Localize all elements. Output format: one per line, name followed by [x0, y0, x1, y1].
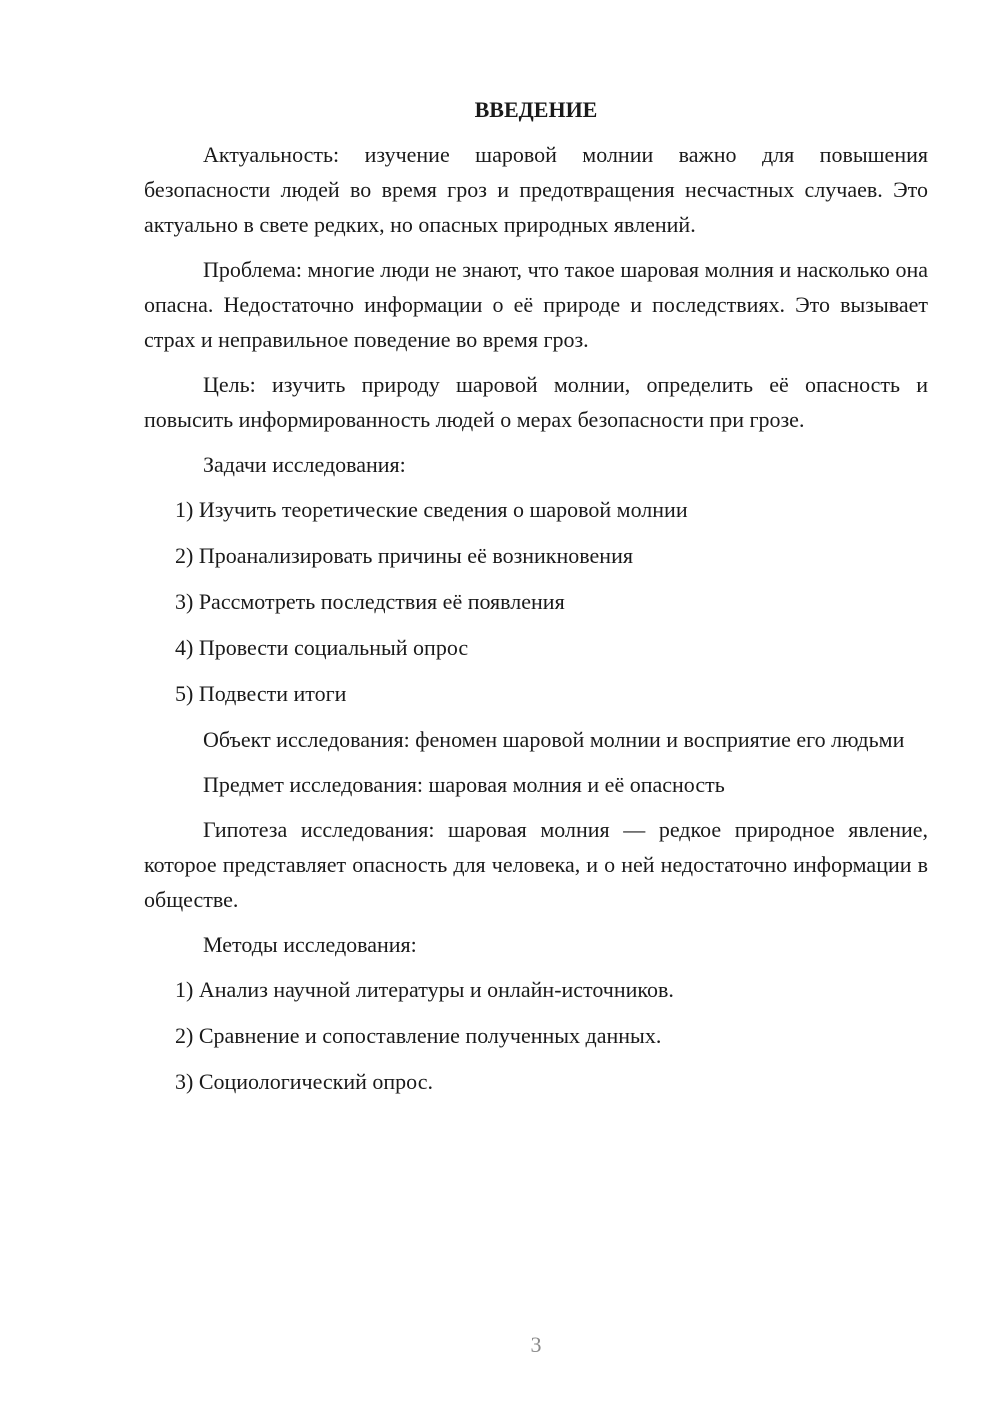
page-number: 3 — [530, 1332, 542, 1357]
tasks-list — [144, 492, 928, 711]
methods-list — [144, 972, 928, 1099]
tasks-label: Задачи исследования: — [203, 452, 406, 477]
problem-paragraph: Проблема: многие люди не знают, что такое шаровая молния и насколько она опасна. Недостаточно информации о её природе и последствиях. Это вызывает страх и неправильное поведение во время гроз. — [144, 257, 928, 352]
goal-paragraph: Цель: изучить природу шаровой молнии, определить её опасность и повысить информированность людей о мерах безопасности при грозе. — [144, 372, 928, 432]
subject-paragraph: Предмет исследования: шаровая молния и её опасность — [203, 772, 725, 797]
list-item: 2) Проанализировать причины её возникновения — [175, 543, 633, 568]
list-item: 2) Сравнение и сопоставление полученных данных. — [175, 1023, 662, 1048]
list-item: 5) Подвести итоги — [175, 681, 347, 706]
list-item: 1) Изучить теоретические сведения о шаровой молнии — [175, 497, 688, 522]
object-paragraph: Объект исследования: феномен шаровой молнии и восприятие его людьми — [203, 727, 905, 752]
list-item: 1) Анализ научной литературы и онлайн-источников. — [175, 977, 674, 1002]
document-page — [144, 92, 928, 1110]
list-item: 4) Провести социальный опрос — [175, 635, 469, 660]
relevance-paragraph: Актуальность: изучение шаровой молнии важно для повышения безопасности людей во время гроз и предотвращения несчастных случаев. Это актуально в свете редких, но опасных природных явлений. — [144, 142, 928, 237]
list-item: 3) Рассмотреть последствия её появления — [175, 589, 565, 614]
methods-label: Методы исследования: — [203, 932, 417, 957]
list-item: 3) Социологический опрос. — [175, 1069, 433, 1094]
hypothesis-paragraph: Гипотеза исследования: шаровая молния — редкое природное явление, которое представляет опасность для человека, и о ней недостаточно информации в обществе. — [144, 817, 928, 912]
section-title: ВВЕДЕНИЕ — [474, 97, 598, 122]
